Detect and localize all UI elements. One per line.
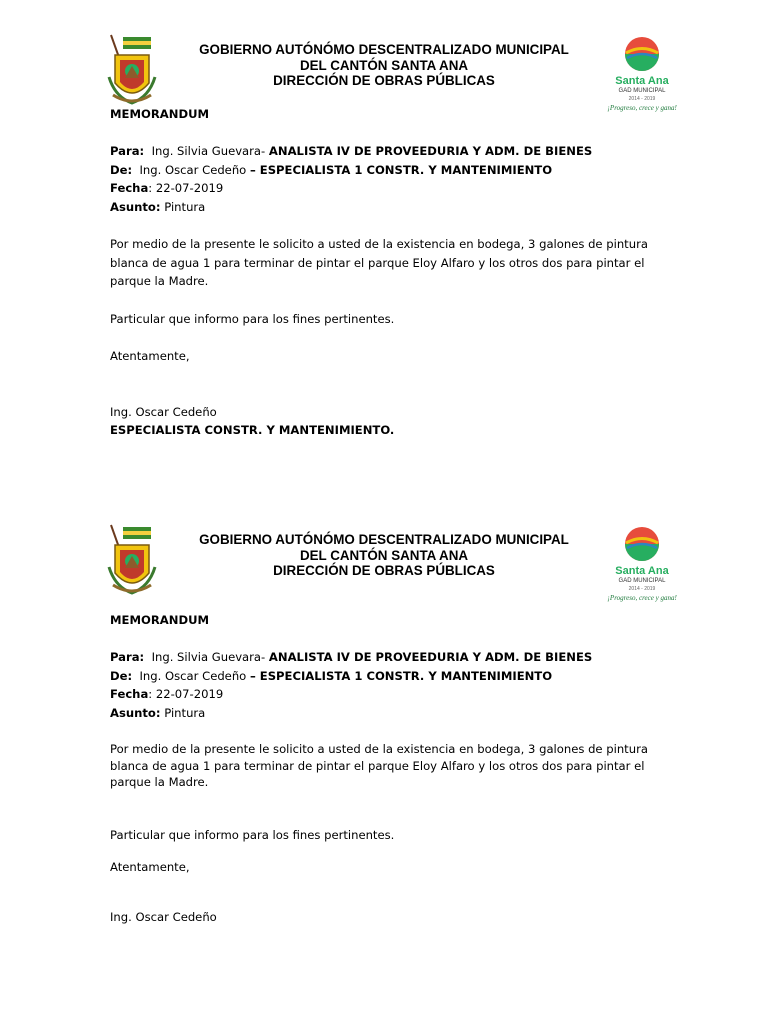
header-line-1: GOBIERNO AUTÓNÓMO DESCENTRALIZADO MUNICIPAL [199,532,569,547]
fecha-value: : 22-07-2019 [148,687,224,702]
header-line-3: DIRECCIÓN DE OBRAS PÚBLICAS [273,563,495,578]
asunto-label: Asunto: [110,705,161,720]
logo-name: Santa Ana [615,75,669,87]
para-label: Para: [110,650,145,665]
logo-sub: GAD MUNICIPAL [618,88,666,94]
para-label: Para: [110,144,145,159]
header-line-1: GOBIERNO AUTÓNÓMO DESCENTRALIZADO MUNICIPAL [199,42,569,57]
paragraph-line-1: Por medio de la presente le solicito a usted de la existencia en bodega, 3 galones de pintura [110,742,648,757]
para-role: ANALISTA IV DE PROVEEDURIA Y ADM. DE BIENES [268,144,593,159]
asunto-value: Pintura [164,199,206,214]
asunto-label: Asunto: [110,199,161,214]
municipal-crest-icon [103,33,161,107]
de-role: – ESPECIALISTA 1 CONSTR. Y MANTENIMIENTO [249,162,553,177]
asunto-value: Pintura [164,705,206,720]
signer-name: Ing. Oscar Cedeño [110,404,217,419]
de-role: – ESPECIALISTA 1 CONSTR. Y MANTENIMIENTO [249,668,553,683]
de-name: Ing. Oscar Cedeño [139,162,247,177]
memo-title: MEMORANDUM [110,107,210,121]
logo-years: 2014 - 2019 [628,96,656,102]
para-name: Ing. Silvia Guevara- [151,650,266,665]
memo-paragraph [110,235,650,291]
memo-paragraph [110,741,650,791]
header-line-2: DEL CANTÓN SANTA ANA [299,57,469,73]
signer-title: ESPECIALISTA CONSTR. Y MANTENIMIENTO. [110,423,395,438]
asunto-line [110,198,650,217]
memo-title: MEMORANDUM [110,613,210,627]
salutation: Atentamente, [110,860,190,875]
asunto-line [110,704,650,723]
paragraph-line-3: parque la Madre. [110,274,209,289]
closing-note: Particular que informo para los fines pertinentes. [110,827,395,842]
closing-note: Particular que informo para los fines pertinentes. [110,311,395,326]
de-line [110,667,650,686]
de-label: De: [110,162,133,177]
de-name: Ing. Oscar Cedeño [139,668,247,683]
santa-ana-logo-icon [595,34,687,116]
paragraph-line-2: blanca de agua 1 para terminar de pintar el parque Eloy Alfaro y los otros dos para pintar el [110,255,645,270]
logo-name: Santa Ana [615,565,669,577]
header-line-3: DIRECCIÓN DE OBRAS PÚBLICAS [273,73,495,88]
fecha-label: Fecha [110,181,149,196]
document-header [170,532,598,579]
para-line [110,142,650,161]
salutation: Atentamente, [110,348,190,363]
memo-body [110,105,650,440]
logo-slogan: ¡Progreso, crece y gana! [607,594,677,602]
para-line [110,648,650,667]
fecha-value: : 22-07-2019 [148,181,224,196]
fecha-label: Fecha [110,687,149,702]
municipal-crest-icon [103,523,161,597]
logo-years: 2014 - 2019 [628,586,656,592]
header-line-2: DEL CANTÓN SANTA ANA [299,547,469,563]
paragraph-line-1: Por medio de la presente le solicito a usted de la existencia en bodega, 3 galones de pintura [110,237,648,252]
para-name: Ing. Silvia Guevara- [151,144,266,159]
fecha-line [110,179,650,198]
logo-sub: GAD MUNICIPAL [618,578,666,584]
fecha-line [110,685,650,704]
santa-ana-logo-icon [595,524,687,606]
paragraph-line-3: parque la Madre. [110,775,209,790]
de-label: De: [110,668,133,683]
signer-name: Ing. Oscar Cedeño [110,909,217,924]
logo-slogan: ¡Progreso, crece y gana! [607,104,677,112]
paragraph-line-2: blanca de agua 1 para terminar de pintar el parque Eloy Alfaro y los otros dos para pintar el [110,758,645,773]
document-header [170,42,598,89]
de-line [110,161,650,180]
memo-body [110,611,650,926]
para-role: ANALISTA IV DE PROVEEDURIA Y ADM. DE BIENES [268,650,593,665]
